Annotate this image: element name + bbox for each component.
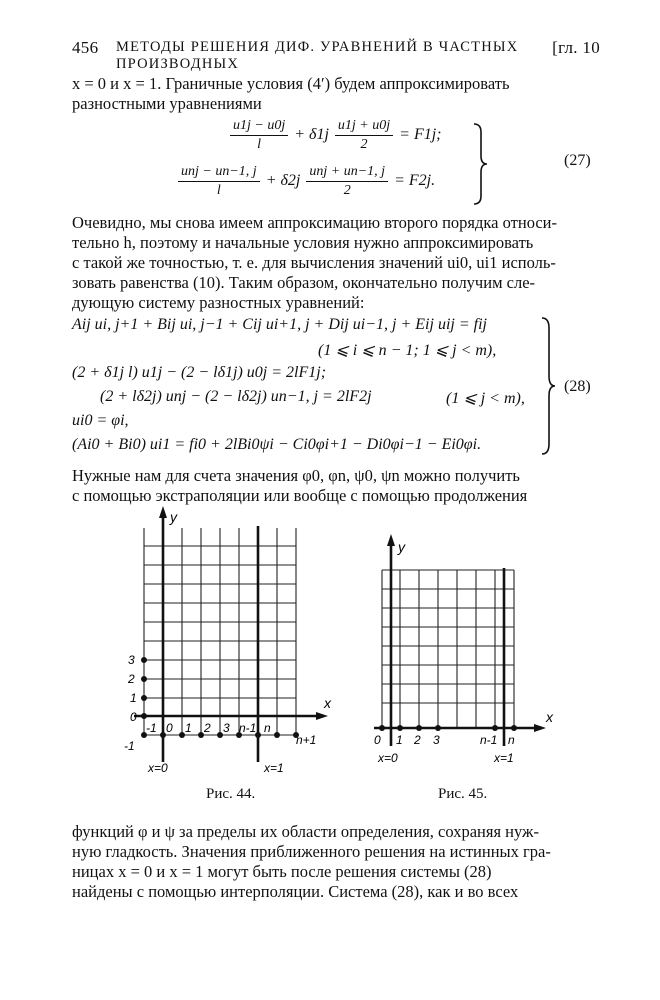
y-tick-label: 2 bbox=[128, 672, 135, 686]
boundary-label: x=0 bbox=[378, 751, 398, 765]
x-arrow-icon bbox=[534, 724, 546, 732]
figure-45 bbox=[362, 530, 572, 770]
grid-node bbox=[274, 732, 280, 738]
y-tick-label: 0 bbox=[130, 710, 137, 724]
x-tick-label: n+1 bbox=[296, 733, 317, 747]
y-tick-label: 1 bbox=[130, 691, 137, 705]
x-tick-label: n bbox=[508, 733, 515, 747]
y-tick-label: -1 bbox=[124, 739, 135, 753]
grid-node bbox=[141, 676, 147, 682]
grid-node bbox=[379, 725, 385, 731]
grid-node bbox=[416, 725, 422, 731]
y-axis-label: y bbox=[398, 539, 405, 555]
page-number: 456 bbox=[72, 38, 99, 57]
text-line: Нужные нам для счета значения φ0, φn, ψ0, ψn можно получить bbox=[72, 466, 520, 485]
figure-44-caption: Рис. 44. bbox=[206, 786, 256, 802]
equation-27-line-1 bbox=[228, 118, 442, 153]
figure-44 bbox=[104, 500, 334, 785]
grid-node bbox=[141, 695, 147, 701]
text-line: x = 0 и x = 1. Граничные условия (4′) будем аппроксимировать bbox=[72, 74, 510, 93]
grid-node bbox=[435, 725, 441, 731]
equation-27-line-2 bbox=[176, 164, 435, 199]
running-title: МЕТОДЫ РЕШЕНИЯ ДИФ. УРАВНЕНИЙ В ЧАСТНЫХ ПРОИЗВОДНЫХ bbox=[116, 39, 519, 72]
grid-node bbox=[511, 725, 517, 731]
text-line: с помощью экстраполяции или вообще с помощью продолжения bbox=[72, 486, 528, 505]
x-tick-label: 0 bbox=[166, 721, 173, 735]
x-axis-label: x bbox=[324, 695, 331, 711]
intro-paragraph bbox=[72, 74, 600, 114]
equation-28-line-3: (2 + δ1j l) u1j − (2 − lδ1j) u0j = 2lF1j; bbox=[72, 364, 327, 381]
figure-45-caption: Рис. 45. bbox=[438, 786, 488, 802]
x-tick-label: 3 bbox=[223, 721, 230, 735]
x-tick-label: n-1 bbox=[480, 733, 498, 747]
x-axis-label: x bbox=[546, 709, 553, 725]
fraction-denominator: l bbox=[216, 183, 221, 198]
text-line: ницах x = 0 и x = 1 могут быть после решения системы (28) bbox=[72, 862, 492, 881]
grid-44 bbox=[144, 528, 296, 735]
chapter-label: [гл. 10 bbox=[552, 38, 600, 57]
text-line: Очевидно, мы снова имеем аппроксимацию второго порядка относи- bbox=[72, 213, 558, 232]
x-tick-label: 1 bbox=[396, 733, 403, 747]
fraction-numerator: u1j − u0j bbox=[230, 118, 288, 136]
text-line: с такой же точностью, т. е. для вычисления значений ui0, ui1 исполь- bbox=[72, 253, 556, 272]
x-tick-label: 0 bbox=[374, 733, 381, 747]
equation-rhs: = F2j. bbox=[394, 172, 436, 190]
x-tick-label: -1 bbox=[146, 721, 157, 735]
text-line: дующую систему разностных уравнений: bbox=[72, 293, 365, 312]
equation-28-line-1: Aij ui, j+1 + Bij ui, j−1 + Cij ui+1, j + Dij ui−1, j + Eij uij = fij bbox=[72, 316, 487, 333]
equation-term: + δ2j bbox=[265, 172, 301, 190]
text-line: разностными уравнениями bbox=[72, 94, 262, 113]
equation-number-28: (28) bbox=[564, 378, 591, 395]
x-tick-label: 1 bbox=[185, 721, 192, 735]
equation-28-line-5: (1 ⩽ j < m), bbox=[446, 390, 525, 407]
fraction-numerator: unj + un−1, j bbox=[306, 164, 388, 182]
y-arrow-icon bbox=[387, 534, 395, 546]
boundary-label: x=1 bbox=[494, 751, 514, 765]
text-line: ную гладкость. Значения приближенного решения на истинных гра- bbox=[72, 842, 551, 861]
x-tick-label: n-1 bbox=[239, 721, 257, 735]
x-tick-label: n bbox=[264, 721, 271, 735]
text-line: тельно h, поэтому и начальные условия нужно аппроксимировать bbox=[72, 233, 534, 252]
paragraph-2 bbox=[72, 213, 600, 313]
boundary-label: x=1 bbox=[264, 761, 284, 775]
equation-term: + δ1j bbox=[294, 126, 329, 144]
fraction-numerator: unj − un−1, j bbox=[178, 164, 260, 182]
fraction-denominator: 2 bbox=[360, 137, 368, 152]
grid-node bbox=[397, 725, 403, 731]
fraction-numerator: u1j + u0j bbox=[335, 118, 393, 136]
x-arrow-icon bbox=[316, 712, 328, 720]
text-line: зовать равенства (10). Таким образом, окончательно получим сле- bbox=[72, 273, 536, 292]
equation-28-line-4: (2 + lδ2j) unj − (2 − lδ2j) un−1, j = 2lF2j bbox=[100, 388, 372, 405]
y-axis-label: y bbox=[170, 509, 177, 525]
paragraph-4 bbox=[72, 822, 600, 902]
equation-28-line-2: (1 ⩽ i ⩽ n − 1; 1 ⩽ j < m), bbox=[318, 342, 497, 359]
x-tick-label: 3 bbox=[433, 733, 440, 747]
right-brace-27 bbox=[472, 122, 490, 206]
y-tick-label: 3 bbox=[128, 653, 135, 667]
x-tick-label: 2 bbox=[204, 721, 211, 735]
equation-28-line-6: ui0 = φi, bbox=[72, 412, 129, 429]
boundary-label: x=0 bbox=[148, 761, 168, 775]
y-arrow-icon bbox=[159, 506, 167, 518]
grid-node bbox=[141, 713, 147, 719]
grid-node bbox=[141, 657, 147, 663]
grid-node bbox=[492, 725, 498, 731]
text-line: найдены с помощью интерполяции. Система (28), как и во всех bbox=[72, 882, 519, 901]
equation-rhs: = F1j; bbox=[399, 126, 442, 144]
right-brace-28 bbox=[540, 316, 558, 458]
equation-number-27: (27) bbox=[564, 152, 591, 169]
fraction-denominator: l bbox=[257, 137, 262, 152]
page-header bbox=[72, 38, 600, 72]
equation-28-line-7: (Ai0 + Bi0) ui1 = fi0 + 2lBi0ψi − Ci0φi+1 − Di0φi−1 − Ei0φi. bbox=[72, 436, 482, 453]
grid-45 bbox=[382, 570, 514, 728]
x-tick-label: 2 bbox=[414, 733, 421, 747]
fraction-denominator: 2 bbox=[343, 183, 351, 198]
text-line: функций φ и ψ за пределы их области определения, сохраняя нуж- bbox=[72, 822, 539, 841]
